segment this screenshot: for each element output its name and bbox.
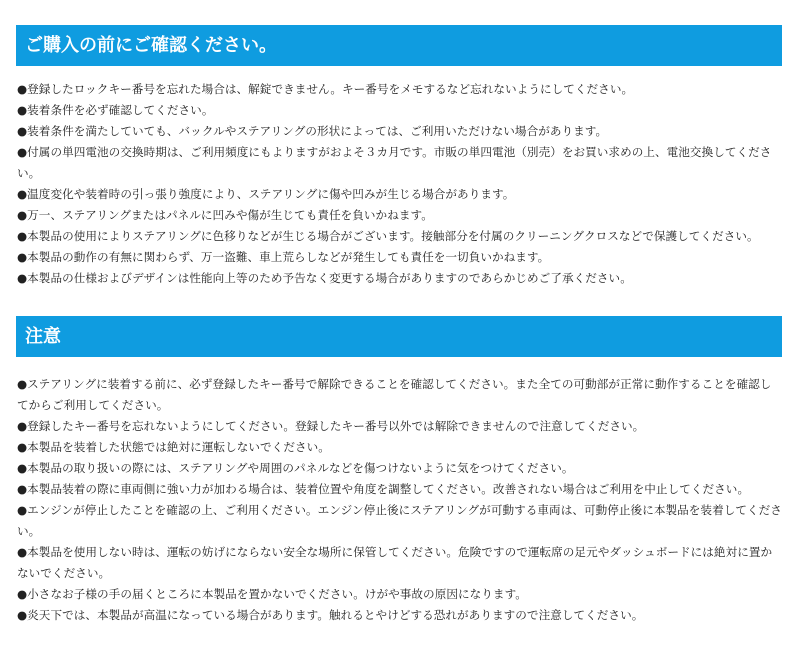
list-item: ●本製品装着の際に車両側に強い力が加わる場合は、装着位置や角度を調整してください。改善されない場合はご利用を中止してください。 [17, 482, 750, 496]
list-item: ●本製品を使用しない時は、運転の妨げにならない安全な場所に保管してください。危険ですので運転席の足元やダッシュボードには絶対に置かないでください。 [17, 545, 773, 580]
list-item: ●装着条件を満たしていても、バックルやステアリングの形状によっては、ご利用いただけない場合があります。 [17, 124, 608, 138]
list-item: ●登録したキー番号を忘れないようにしてください。登録したキー番号以外では解除できませんので注意してください。 [17, 419, 645, 433]
list-item: ●炎天下では、本製品が高温になっている場合があります。触れるとやけどする恐れがありますので注意してください。 [17, 608, 644, 622]
list-item: ●本製品の動作の有無に関わらず、万一盗難、車上荒らしなどが発生しても責任を一切負いかねます。 [17, 250, 550, 264]
list-item: ●本製品の使用によりステアリングに色移りなどが生じる場合がございます。接触部分を付属のクリーニングクロスなどで保護してください。 [17, 229, 759, 243]
list-item: ●本製品の取り扱いの際には、ステアリングや周囲のパネルなどを傷つけないように気をつけてください。 [17, 461, 574, 475]
list-item: ●温度変化や装着時の引っ張り強度により、ステアリングに傷や凹みが生じる場合があります。 [17, 187, 515, 201]
list-item: ●本製品の仕様およびデザインは性能向上等のため予告なく変更する場合がありますのであらかじめご了承ください。 [17, 271, 632, 285]
list-item: ●万一、ステアリングまたはパネルに凹みや傷が生じても責任を負いかねます。 [17, 208, 433, 222]
list-item: ●登録したロックキー番号を忘れた場合は、解錠できません。キー番号をメモするなど忘れないようにしてください。 [17, 82, 634, 96]
before-purchase-list [17, 79, 783, 289]
section-header-before-purchase: ご購入の前にご確認ください。 [16, 25, 782, 66]
list-item: ●ステアリングに装着する前に、必ず登録したキー番号で解除できることを確認してください。また全ての可動部が正常に動作することを確認してからご利用してください。 [17, 377, 772, 412]
list-item: ●小さなお子様の手の届くところに本製品を置かないでください。けがや事故の原因になります。 [17, 587, 527, 601]
list-item: ●装着条件を必ず確認してください。 [17, 103, 214, 117]
list-item: ●本製品を装着した状態では絶対に運転しないでください。 [17, 440, 330, 454]
caution-list [17, 374, 783, 626]
list-item: ●付属の単四電池の交換時期は、ご利用頻度にもよりますがおよそ３カ月です。市販の単四電池（別売）をお買い求めの上、電池交換してください。 [17, 145, 772, 180]
list-item: ●エンジンが停止したことを確認の上、ご利用ください。エンジン停止後にステアリングが可動する車両は、可動停止後に本製品を装着してください。 [17, 503, 782, 538]
section-header-caution: 注意 [16, 316, 782, 357]
